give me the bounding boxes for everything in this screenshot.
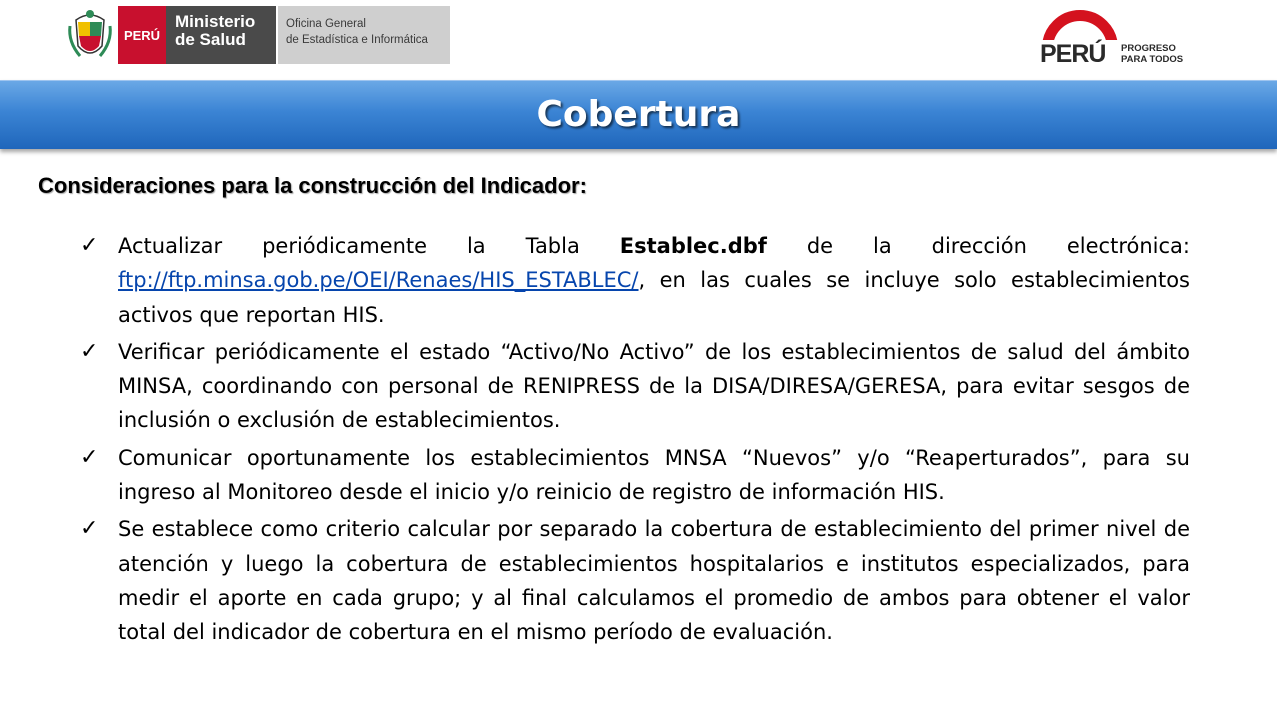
office-name: [278, 6, 450, 64]
slide-title: Cobertura: [536, 94, 741, 135]
bullet-1-post: , en las cuales se incluye solo establecimientos activos que reportan HIS.: [118, 268, 1190, 327]
considerations-list: [80, 229, 1190, 653]
bullet-2-text: Verificar periódicamente el estado “Activo/No Activo” de los establecimientos de salud del ámbito MINSA, coordinando con personal de RENIPRESS de la DISA/DIRESA/GERESA, para evitar sesgos de inclusión o exclusión de establecimientos.: [118, 339, 1190, 433]
peru-logo-tagline: [1121, 43, 1183, 65]
ministry-line1: Ministerio: [175, 12, 256, 31]
tagline-line2: PARA TODOS: [1121, 54, 1184, 65]
minsa-logo-group: [66, 6, 450, 64]
ftp-link[interactable]: ftp://ftp.minsa.gob.pe/OEI/Renaes/HIS_ESTABLEC/: [118, 268, 639, 293]
peru-flag-box: PERÚ: [118, 6, 166, 64]
list-item: [80, 441, 1190, 510]
bullet-4-text: Se establece como criterio calcular por separado la cobertura de establecimiento del primer nivel de atención y luego la cobertura de establecimientos hospitalarios e institutos especializados, para medir el aporte en cada grupo; y al final calculamos el promedio de ambos para obtener el valor total del indicador de cobertura en el mismo período de evaluación.: [118, 517, 1190, 645]
list-item: [80, 512, 1190, 649]
bullet-1-mid: de la dirección electrónica:: [766, 234, 1190, 258]
ministry-line2: de Salud: [175, 30, 246, 49]
list-item: [80, 335, 1190, 438]
office-line2: de Estadística e Informática: [286, 34, 428, 46]
ministry-name: [166, 6, 278, 64]
peru-logo-word: PERÚ: [1040, 40, 1106, 68]
checkmark-icon: ✓: [80, 444, 99, 470]
peru-progreso-logo: [1040, 10, 1190, 72]
checkmark-icon: ✓: [80, 516, 99, 542]
section-subtitle: Consideraciones para la construcción del Indicador:: [38, 173, 587, 198]
tagline-line1: PROGRESO: [1121, 43, 1176, 54]
checkmark-icon: ✓: [80, 233, 99, 258]
list-item: [80, 229, 1190, 332]
checkmark-icon: ✓: [80, 338, 99, 364]
table-name: Establec.dbf: [619, 234, 767, 258]
bullet-1-pre: Actualizar periódicamente la Tabla: [118, 234, 620, 258]
office-line1: Oficina General: [286, 18, 366, 30]
bullet-3-text: Comunicar oportunamente los establecimientos MNSA “Nuevos” y/o “Reaperturados”, para su ingreso al Monitoreo desde el inicio y/o reinicio de registro de información HIS.: [118, 445, 1190, 505]
title-band: [0, 80, 1277, 149]
coat-of-arms-icon: [66, 6, 114, 64]
